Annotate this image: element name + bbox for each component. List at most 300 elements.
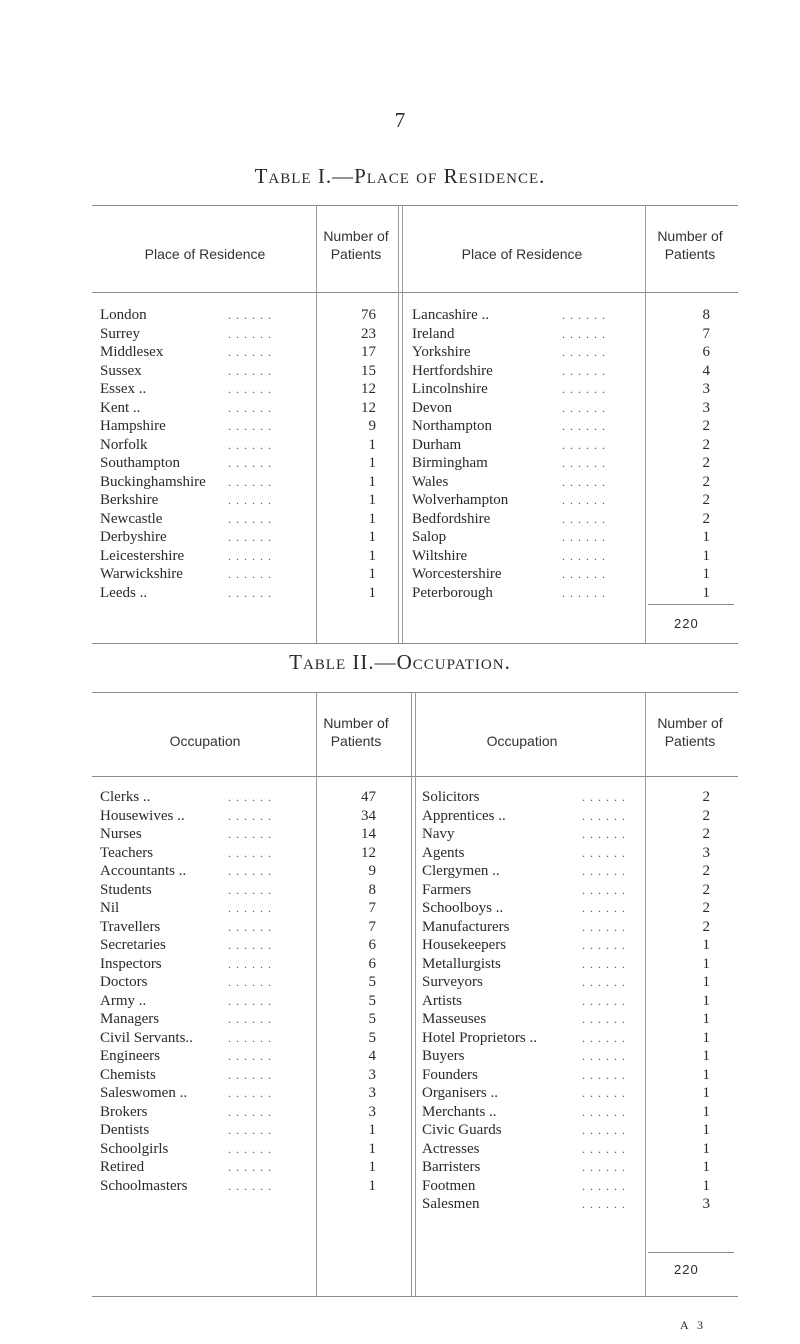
row-label: Schoolgirls (100, 1140, 169, 1157)
leader-dots: . . . . . . (228, 790, 272, 804)
table2-title: Table II.—Occupation. (289, 650, 511, 674)
row-label: Doctors (100, 974, 148, 990)
table-row (422, 992, 710, 1011)
table1-total: 220 (674, 616, 699, 631)
row-value: 14 (361, 826, 376, 842)
table-row (100, 1047, 376, 1066)
leader-dots: . . . . . . (228, 956, 272, 971)
table1-right-rows (412, 306, 710, 602)
row-label: Wales (412, 473, 449, 490)
row-value: 2 (702, 789, 710, 805)
row-value: 3 (368, 1103, 376, 1120)
row-value: 2 (702, 436, 710, 453)
row-value: 3 (368, 1085, 376, 1101)
leader-dots: . . . . . . (228, 975, 272, 989)
table1-header-place-left: Place of Residence (144, 246, 266, 262)
row-value: 1 (702, 566, 710, 582)
table-row (422, 862, 710, 881)
row-label: Civil Servants.. (100, 1029, 193, 1046)
row-value: 1 (702, 547, 710, 564)
table-row (100, 510, 376, 529)
table2-divider-3 (415, 692, 416, 1297)
row-label: Hertfordshire (412, 362, 493, 379)
row-label: Travellers (100, 918, 161, 935)
row-label: Lancashire .. (412, 307, 490, 323)
leader-dots: . . . . . . (582, 827, 626, 841)
row-value: 3 (368, 1066, 376, 1083)
row-label: Leicestershire (100, 547, 185, 564)
table-row (100, 788, 376, 807)
table-row (412, 362, 710, 381)
row-value: 12 (361, 381, 376, 397)
table-row (100, 1066, 376, 1085)
table-row (422, 936, 710, 955)
leader-dots: . . . . . . (582, 1197, 626, 1211)
leader-dots: . . . . . . (228, 363, 272, 378)
row-label: Worcestershire (412, 566, 502, 582)
leader-dots: . . . . . . (582, 919, 626, 934)
row-value: 6 (368, 937, 376, 953)
row-value: 34 (361, 807, 376, 824)
row-label: Farmers (422, 881, 472, 898)
table1-bottom-rule (92, 643, 738, 644)
row-label: Solicitors (422, 789, 480, 805)
table2-right-rows (422, 788, 710, 1214)
table-row (412, 325, 710, 344)
row-label: Clerks .. (100, 789, 151, 805)
row-label: Bedfordshire (412, 510, 491, 527)
row-label: Leeds .. (100, 584, 148, 601)
row-label: Organisers .. (422, 1085, 498, 1101)
row-value: 3 (702, 381, 710, 397)
table1-title: Table I.—Place of Residence. (254, 164, 546, 188)
row-value: 1 (702, 1159, 710, 1175)
leader-dots: . . . . . . (582, 808, 626, 823)
row-value: 12 (361, 399, 376, 416)
table-row (422, 881, 710, 900)
table-row (100, 1158, 376, 1177)
table2-header-number-left: Number of Patients (323, 715, 389, 749)
leader-dots: . . . . . . (228, 1049, 272, 1063)
table-row (422, 1140, 710, 1159)
leader-dots: . . . . . . (228, 1123, 272, 1137)
row-value: 1 (368, 566, 376, 582)
row-label: Inspectors (100, 955, 162, 972)
row-value: 1 (702, 584, 710, 601)
leader-dots: . . . . . . (228, 400, 272, 415)
row-label: Buyers (422, 1048, 465, 1064)
table1-header-rule (92, 292, 738, 293)
row-label: Managers (100, 1011, 160, 1027)
leader-dots: . . . . . . (562, 419, 606, 433)
row-value: 1 (368, 584, 376, 601)
leader-dots: . . . . . . (562, 567, 606, 581)
row-label: Clergymen .. (422, 863, 500, 879)
row-value: 1 (702, 1177, 710, 1194)
row-value: 1 (702, 974, 710, 990)
table-row (412, 584, 710, 603)
table1-header-number-right: Number of Patients (657, 228, 723, 262)
row-value: 4 (702, 362, 710, 379)
leader-dots: . . . . . . (228, 382, 272, 396)
table-row (100, 1010, 376, 1029)
row-value: 2 (702, 863, 710, 879)
row-value: 5 (368, 1011, 376, 1027)
row-value: 8 (368, 881, 376, 898)
row-value: 17 (361, 344, 376, 360)
table-row (100, 584, 376, 603)
leader-dots: . . . . . . (228, 493, 272, 507)
table-row (422, 1177, 710, 1196)
leader-dots: . . . . . . (562, 382, 606, 396)
leader-dots: . . . . . . (582, 1123, 626, 1137)
row-label: Footmen (422, 1177, 476, 1194)
row-value: 1 (702, 1029, 710, 1046)
row-value: 7 (368, 918, 376, 935)
row-value: 3 (702, 844, 710, 861)
row-label: Dentists (100, 1122, 150, 1138)
row-value: 15 (361, 362, 376, 379)
row-label: Barristers (422, 1159, 481, 1175)
row-value: 3 (702, 399, 710, 416)
row-value: 1 (702, 1140, 710, 1157)
row-value: 47 (361, 789, 376, 805)
leader-dots: . . . . . . (228, 567, 272, 581)
row-value: 1 (368, 1122, 376, 1138)
row-label: London (100, 307, 147, 323)
table-row (100, 825, 376, 844)
leader-dots: . . . . . . (228, 474, 272, 489)
table-row (412, 417, 710, 436)
table-row (100, 844, 376, 863)
row-value: 23 (361, 325, 376, 342)
leader-dots: . . . . . . (228, 1067, 272, 1082)
row-value: 7 (702, 325, 710, 342)
leader-dots: . . . . . . (562, 585, 606, 600)
row-value: 2 (702, 455, 710, 471)
leader-dots: . . . . . . (582, 1086, 626, 1100)
row-label: Retired (100, 1159, 145, 1175)
row-label: Ireland (412, 325, 455, 342)
table-row (422, 973, 710, 992)
table-row (100, 436, 376, 455)
row-label: Salesmen (422, 1196, 480, 1212)
row-value: 2 (702, 900, 710, 916)
row-label: Norfolk (100, 436, 148, 453)
table-row (422, 1047, 710, 1066)
table-row (422, 1195, 710, 1214)
row-label: Founders (422, 1066, 478, 1083)
row-label: Middlesex (100, 344, 164, 360)
table-row (412, 565, 710, 584)
row-value: 1 (368, 1159, 376, 1175)
row-label: Agents (422, 844, 465, 861)
table-row (100, 362, 376, 381)
row-value: 1 (702, 1048, 710, 1064)
table-row (412, 547, 710, 566)
row-label: Durham (412, 436, 462, 453)
table-row (422, 1029, 710, 1048)
table1-header-place-right: Place of Residence (461, 246, 583, 262)
table-row (412, 510, 710, 529)
row-label: Actresses (422, 1140, 480, 1157)
leader-dots: . . . . . . (582, 1030, 626, 1045)
leader-dots: . . . . . . (228, 864, 272, 878)
table-row (100, 1177, 376, 1196)
leader-dots: . . . . . . (228, 993, 272, 1008)
row-value: 6 (702, 344, 710, 360)
row-label: Engineers (100, 1048, 160, 1064)
leader-dots: . . . . . . (228, 808, 272, 823)
leader-dots: . . . . . . (228, 1178, 272, 1193)
row-label: Devon (412, 399, 452, 416)
table-row (100, 343, 376, 362)
leader-dots: . . . . . . (228, 882, 272, 897)
row-value: 1 (702, 1103, 710, 1120)
table-row (412, 399, 710, 418)
leader-dots: . . . . . . (582, 1104, 626, 1119)
table-row (422, 1158, 710, 1177)
leader-dots: . . . . . . (582, 882, 626, 897)
row-value: 1 (702, 1011, 710, 1027)
row-label: Sussex (100, 362, 142, 379)
leader-dots: . . . . . . (582, 1160, 626, 1174)
row-value: 1 (702, 1085, 710, 1101)
leader-dots: . . . . . . (562, 548, 606, 563)
leader-dots: . . . . . . (582, 1067, 626, 1082)
row-label: Artists (422, 992, 463, 1009)
leader-dots: . . . . . . (228, 419, 272, 433)
row-label: Army .. (100, 992, 147, 1009)
table-row (412, 454, 710, 473)
row-label: Surveyors (422, 974, 483, 990)
leader-dots: . . . . . . (562, 456, 606, 470)
row-label: Housekeepers (422, 937, 507, 953)
row-value: 1 (368, 1177, 376, 1194)
table1-total-rule (648, 604, 734, 605)
table-row (100, 473, 376, 492)
leader-dots: . . . . . . (582, 975, 626, 989)
leader-dots: . . . . . . (228, 919, 272, 934)
row-label: Civic Guards (422, 1122, 502, 1138)
table-row (100, 899, 376, 918)
table-row (100, 1121, 376, 1140)
row-label: Derbyshire (100, 529, 167, 545)
row-label: Masseuses (422, 1011, 487, 1027)
table-row (100, 955, 376, 974)
table2-header-number-right: Number of Patients (657, 715, 723, 749)
leader-dots: . . . . . . (562, 308, 606, 322)
table-row (100, 306, 376, 325)
leader-dots: . . . . . . (228, 511, 272, 526)
table-row (422, 1103, 710, 1122)
table-row (422, 1121, 710, 1140)
leader-dots: . . . . . . (228, 585, 272, 600)
table-row (422, 788, 710, 807)
row-value: 1 (368, 455, 376, 471)
row-value: 2 (702, 492, 710, 508)
row-label: Wiltshire (412, 547, 468, 564)
row-value: 1 (702, 529, 710, 545)
table2-header-occupation-right: Occupation (486, 733, 558, 749)
row-value: 5 (368, 974, 376, 990)
table-row (100, 918, 376, 937)
leader-dots: . . . . . . (562, 326, 606, 341)
table-row (412, 491, 710, 510)
row-value: 6 (368, 955, 376, 972)
table-row (412, 343, 710, 362)
row-value: 2 (702, 418, 710, 434)
row-value: 1 (702, 1066, 710, 1083)
row-label: Warwickshire (100, 566, 183, 582)
row-value: 2 (702, 473, 710, 490)
table-row (100, 528, 376, 547)
table-row (100, 862, 376, 881)
table-row (422, 1010, 710, 1029)
row-value: 1 (702, 955, 710, 972)
leader-dots: . . . . . . (228, 1141, 272, 1156)
leader-dots: . . . . . . (562, 474, 606, 489)
leader-dots: . . . . . . (228, 901, 272, 915)
leader-dots: . . . . . . (228, 938, 272, 952)
leader-dots: . . . . . . (228, 326, 272, 341)
row-value: 3 (702, 1196, 710, 1212)
leader-dots: . . . . . . (228, 437, 272, 452)
table1-divider-3 (402, 205, 403, 643)
table1-top-rule (92, 205, 738, 206)
leader-dots: . . . . . . (562, 363, 606, 378)
row-label: Yorkshire (412, 344, 471, 360)
table-row (100, 1103, 376, 1122)
row-value: 2 (702, 807, 710, 824)
table-row (100, 325, 376, 344)
row-label: Peterborough (412, 584, 493, 601)
leader-dots: . . . . . . (582, 1012, 626, 1026)
table-row (100, 1084, 376, 1103)
row-value: 1 (368, 436, 376, 453)
row-label: Hotel Proprietors .. (422, 1029, 537, 1046)
row-value: 1 (368, 473, 376, 490)
leader-dots: . . . . . . (582, 901, 626, 915)
row-value: 2 (702, 826, 710, 842)
row-label: Buckinghamshire (100, 473, 206, 490)
table1-left-rows (100, 306, 376, 602)
row-label: Essex .. (100, 381, 147, 397)
row-value: 2 (702, 918, 710, 935)
row-label: Brokers (100, 1103, 148, 1120)
row-label: Wolverhampton (412, 492, 509, 508)
leader-dots: . . . . . . (228, 530, 272, 544)
row-value: 9 (368, 418, 376, 434)
table-row (422, 844, 710, 863)
row-label: Merchants .. (422, 1103, 497, 1120)
table1-header-number-left: Number of Patients (323, 228, 389, 262)
table-row (422, 1066, 710, 1085)
table2-total: 220 (674, 1262, 699, 1277)
leader-dots: . . . . . . (582, 864, 626, 878)
row-value: 1 (702, 992, 710, 1009)
leader-dots: . . . . . . (228, 1086, 272, 1100)
leader-dots: . . . . . . (228, 308, 272, 322)
table-row (412, 473, 710, 492)
table2-left-rows (100, 788, 376, 1195)
table2-bottom-rule (92, 1296, 738, 1297)
row-label: Hampshire (100, 418, 166, 434)
table-row (422, 825, 710, 844)
row-value: 4 (368, 1048, 376, 1064)
table-row (100, 547, 376, 566)
leader-dots: . . . . . . (228, 345, 272, 359)
row-label: Nil (100, 900, 120, 916)
row-label: Kent .. (100, 399, 141, 416)
table-row (412, 528, 710, 547)
leader-dots: . . . . . . (228, 456, 272, 470)
table-row (100, 1029, 376, 1048)
leader-dots: . . . . . . (228, 1104, 272, 1119)
row-label: Surrey (100, 325, 140, 342)
row-value: 1 (702, 937, 710, 953)
leader-dots: . . . . . . (582, 993, 626, 1008)
leader-dots: . . . . . . (562, 530, 606, 544)
table-row (100, 565, 376, 584)
leader-dots: . . . . . . (582, 938, 626, 952)
table-row (100, 417, 376, 436)
leader-dots: . . . . . . (582, 1049, 626, 1063)
row-value: 1 (702, 1122, 710, 1138)
row-value: 5 (368, 992, 376, 1009)
table-row (422, 899, 710, 918)
row-label: Students (100, 881, 152, 898)
table-row (412, 306, 710, 325)
row-value: 1 (368, 492, 376, 508)
row-label: Northampton (412, 418, 492, 434)
table-row (412, 436, 710, 455)
table-row (100, 491, 376, 510)
row-label: Saleswomen .. (100, 1085, 188, 1101)
row-label: Newcastle (100, 510, 163, 527)
table2-divider-2 (411, 692, 412, 1297)
row-label: Berkshire (100, 492, 159, 508)
leader-dots: . . . . . . (562, 493, 606, 507)
leader-dots: . . . . . . (582, 1141, 626, 1156)
row-label: Schoolboys .. (422, 900, 504, 916)
table-row (422, 955, 710, 974)
row-label: Apprentices .. (422, 807, 506, 824)
table-row (100, 973, 376, 992)
row-label: Birmingham (412, 455, 488, 471)
row-label: Chemists (100, 1066, 156, 1083)
row-label: Secretaries (100, 937, 166, 953)
leader-dots: . . . . . . (562, 437, 606, 452)
leader-dots: . . . . . . (228, 548, 272, 563)
leader-dots: . . . . . . (228, 1012, 272, 1026)
leader-dots: . . . . . . (228, 1030, 272, 1045)
table-row (100, 807, 376, 826)
leader-dots: . . . . . . (228, 827, 272, 841)
row-value: 1 (368, 510, 376, 527)
row-value: 76 (361, 307, 376, 323)
row-label: Salop (412, 529, 447, 545)
row-label: Schoolmasters (100, 1177, 188, 1194)
row-value: 8 (702, 307, 710, 323)
row-label: Southampton (100, 455, 181, 471)
table-row (422, 918, 710, 937)
row-label: Lincolnshire (412, 381, 488, 397)
table-row (422, 807, 710, 826)
leader-dots: . . . . . . (582, 956, 626, 971)
leader-dots: . . . . . . (562, 511, 606, 526)
table-row (422, 1084, 710, 1103)
